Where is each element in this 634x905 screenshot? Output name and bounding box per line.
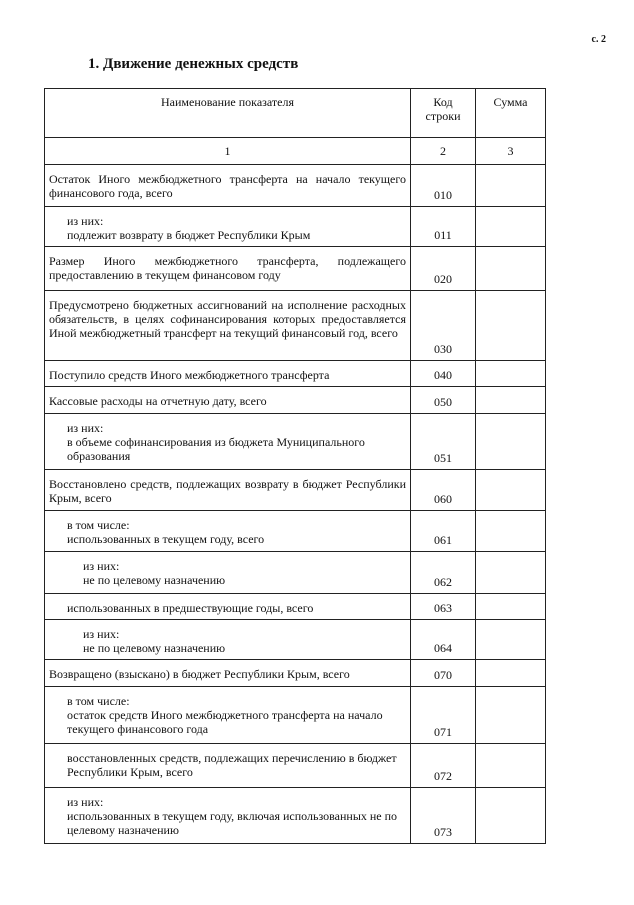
row-label: Остаток Иного межбюджетного трансферта на начало текущего финансового года, всего	[45, 165, 411, 207]
table-row	[45, 687, 546, 744]
row-code: 072	[411, 744, 476, 788]
section-title: 1. Движение денежных средств	[88, 56, 299, 72]
table-row	[45, 207, 546, 247]
table-row	[45, 291, 546, 361]
row-label: из них: использованных в текущем году, включая использованных не по целевому назначению	[45, 788, 411, 844]
row-sum	[476, 414, 546, 470]
header-code: Код строки	[411, 89, 476, 138]
row-label: из них: не по целевому назначению	[45, 552, 411, 594]
row-code: 040	[411, 361, 476, 387]
row-code: 020	[411, 247, 476, 291]
row-sum	[476, 207, 546, 247]
row-sum	[476, 387, 546, 414]
col-number-2: 2	[411, 138, 476, 165]
header-sum: Сумма	[476, 89, 546, 138]
row-code: 010	[411, 165, 476, 207]
row-label: из них: подлежит возврату в бюджет Республики Крым	[45, 207, 411, 247]
row-code: 061	[411, 511, 476, 552]
table-row	[45, 660, 546, 687]
row-sum	[476, 552, 546, 594]
cash-flow-table	[44, 88, 546, 844]
row-code: 064	[411, 620, 476, 660]
row-label: в том числе: остаток средств Иного межбюджетного трансферта на начало текущего финансового года	[45, 687, 411, 744]
table-row	[45, 387, 546, 414]
header-name: Наименование показателя	[45, 89, 411, 138]
row-label: Предусмотрено бюджетных ассигнований на исполнение расходных обязательств, в целях софинансирования которых предоставляется Иной межбюджетный трансферт на текущий финансовый год, всего	[45, 291, 411, 361]
row-label: в том числе: использованных в текущем году, всего	[45, 511, 411, 552]
row-sum	[476, 247, 546, 291]
row-label: Восстановлено средств, подлежащих возврату в бюджет Республики Крым, всего	[45, 470, 411, 511]
row-code: 063	[411, 594, 476, 620]
row-code: 050	[411, 387, 476, 414]
row-sum	[476, 470, 546, 511]
table-row	[45, 414, 546, 470]
row-sum	[476, 660, 546, 687]
row-code: 062	[411, 552, 476, 594]
row-label: из них: в объеме софинансирования из бюджета Муниципального образования	[45, 414, 411, 470]
row-label: Возвращено (взыскано) в бюджет Республики Крым, всего	[45, 660, 411, 687]
row-sum	[476, 620, 546, 660]
column-number-row	[45, 138, 546, 165]
table-row	[45, 470, 546, 511]
row-sum	[476, 291, 546, 361]
row-sum	[476, 361, 546, 387]
table-row	[45, 744, 546, 788]
row-label: Поступило средств Иного межбюджетного трансферта	[45, 361, 411, 387]
row-code: 073	[411, 788, 476, 844]
table-header-row	[45, 89, 546, 138]
col-number-3: 3	[476, 138, 546, 165]
row-label: Размер Иного межбюджетного трансферта, подлежащего предоставлению в текущем финансовом году	[45, 247, 411, 291]
table-row	[45, 594, 546, 620]
table-row	[45, 552, 546, 594]
row-sum	[476, 594, 546, 620]
row-label: из них: не по целевому назначению	[45, 620, 411, 660]
row-code: 071	[411, 687, 476, 744]
page-number: с. 2	[591, 34, 606, 45]
row-label: восстановленных средств, подлежащих перечислению в бюджет Республики Крым, всего	[45, 744, 411, 788]
row-code: 070	[411, 660, 476, 687]
table-row	[45, 788, 546, 844]
row-sum	[476, 744, 546, 788]
row-code: 011	[411, 207, 476, 247]
table-row	[45, 361, 546, 387]
row-sum	[476, 165, 546, 207]
table-row	[45, 247, 546, 291]
row-code: 060	[411, 470, 476, 511]
row-code: 030	[411, 291, 476, 361]
row-sum	[476, 687, 546, 744]
col-number-1: 1	[45, 138, 411, 165]
row-sum	[476, 511, 546, 552]
table-row	[45, 620, 546, 660]
row-label: использованных в предшествующие годы, всего	[45, 594, 411, 620]
table-row	[45, 165, 546, 207]
row-sum	[476, 788, 546, 844]
table-row	[45, 511, 546, 552]
row-code: 051	[411, 414, 476, 470]
table-body	[45, 165, 546, 844]
row-label: Кассовые расходы на отчетную дату, всего	[45, 387, 411, 414]
